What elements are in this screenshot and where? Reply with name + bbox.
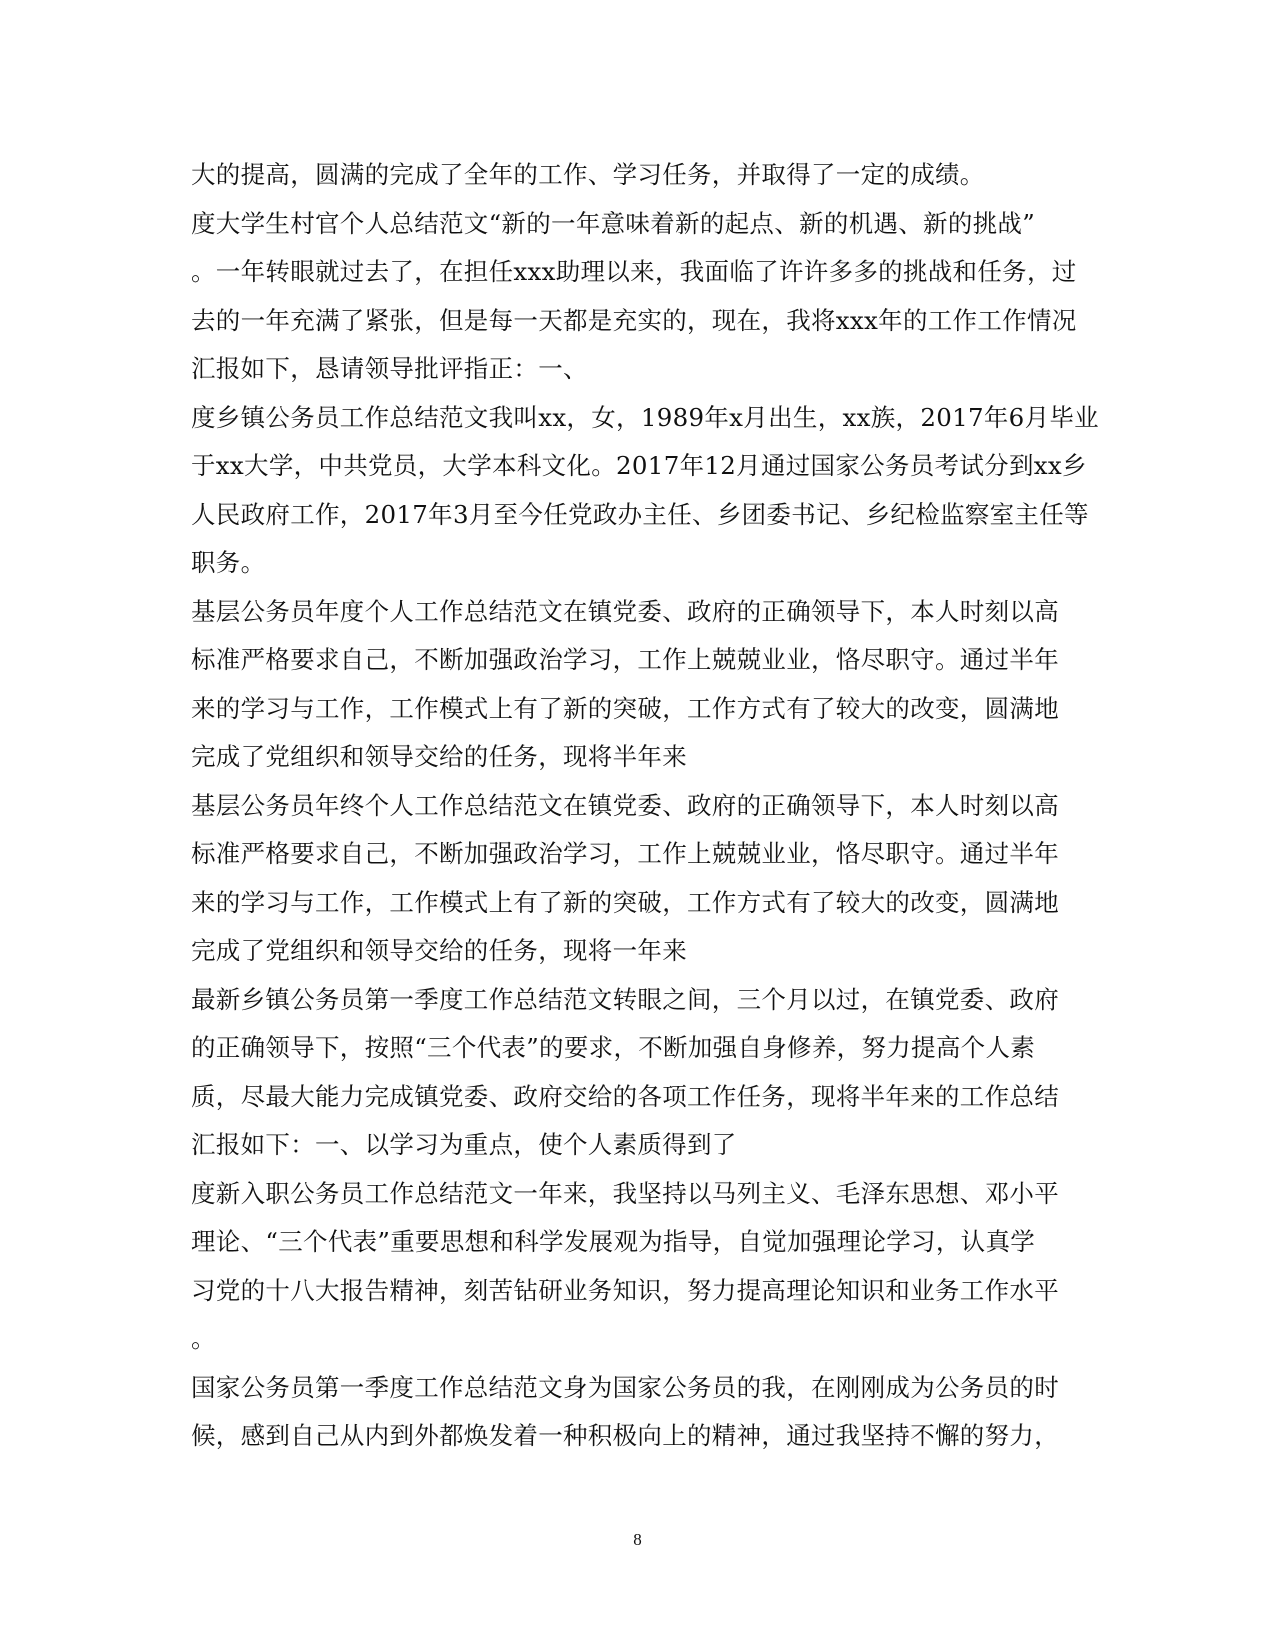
text-line: 汇报如下：一、以学习为重点，使个人素质得到了 (191, 1130, 737, 1159)
body-text (191, 151, 1099, 1461)
text-line: 习党的十八大报告精神，刻苦钻研业务知识，努力提高理论知识和业务工作水平 (191, 1275, 1059, 1305)
text-line: 质，尽最大能力完成镇党委、政府交给的各项工作任务，现将半年来的工作总结 (191, 1081, 1059, 1111)
text-line: 标准严格要求自己，不断加强政治学习，工作上兢兢业业，恪尽职守。通过半年 (191, 839, 1059, 868)
text-line: 大的提高，圆满的完成了全年的工作、学习任务，并取得了一定的成绩。 (191, 160, 985, 189)
text-line: 人民政府工作，2017年3月至今任党政办主任、乡团委书记、乡纪检监察室主任等 (191, 499, 1089, 529)
text-line: 候，感到自己从内到外都焕发着一种积极向上的精神，通过我坚持不懈的努力， (191, 1421, 1059, 1450)
text-line: 来的学习与工作，工作模式上有了新的突破，工作方式有了较大的改变，圆满地 (191, 887, 1059, 917)
text-line: 完成了党组织和领导交给的任务，现将半年来 (191, 742, 687, 771)
text-line: 职务。 (191, 548, 266, 577)
text-line: 基层公务员年度个人工作总结范文在镇党委、政府的正确领导下，本人时刻以高 (191, 596, 1059, 626)
text-line: 度新入职公务员工作总结范文一年来，我坚持以马列主义、毛泽东思想、邓小平 (191, 1178, 1059, 1208)
text-line: 于xx大学，中共党员，大学本科文化。2017年12月通过国家公务员考试分到xx乡 (191, 451, 1087, 480)
text-line: 国家公务员第一季度工作总结范文身为国家公务员的我，在刚刚成为公务员的时 (191, 1372, 1059, 1402)
text-line: 的正确领导下，按照“三个代表”的要求，不断加强自身修养，努力提高个人素 (191, 1033, 1036, 1062)
text-line: 汇报如下，恳请领导批评指正：一、 (191, 354, 588, 383)
text-line: 去的一年充满了紧张，但是每一天都是充实的，现在，我将xxx年的工作工作情况 (191, 305, 1077, 335)
page-number: 8 (633, 1530, 642, 1549)
text-line: 度乡镇公务员工作总结范文我叫xx，女，1989年x月出生，xx族，2017年6月毕业 (191, 402, 1099, 432)
text-line: 基层公务员年终个人工作总结范文在镇党委、政府的正确领导下，本人时刻以高 (191, 790, 1059, 820)
text-line: 来的学习与工作，工作模式上有了新的突破，工作方式有了较大的改变，圆满地 (191, 693, 1059, 723)
text-line: 。 (191, 1324, 216, 1353)
text-line: 标准严格要求自己，不断加强政治学习，工作上兢兢业业，恪尽职守。通过半年 (191, 645, 1059, 674)
text-line: 完成了党组织和领导交给的任务，现将一年来 (191, 936, 687, 965)
text-line: 。一年转眼就过去了，在担任xxx助理以来，我面临了许许多多的挑战和任务，过 (191, 257, 1077, 286)
text-line: 最新乡镇公务员第一季度工作总结范文转眼之间，三个月以过，在镇党委、政府 (191, 984, 1059, 1014)
text-line: 理论、“三个代表”重要思想和科学发展观为指导，自觉加强理论学习，认真学 (191, 1227, 1036, 1256)
text-line: 度大学生村官个人总结范文“新的一年意味着新的起点、新的机遇、新的挑战” (191, 208, 1036, 238)
